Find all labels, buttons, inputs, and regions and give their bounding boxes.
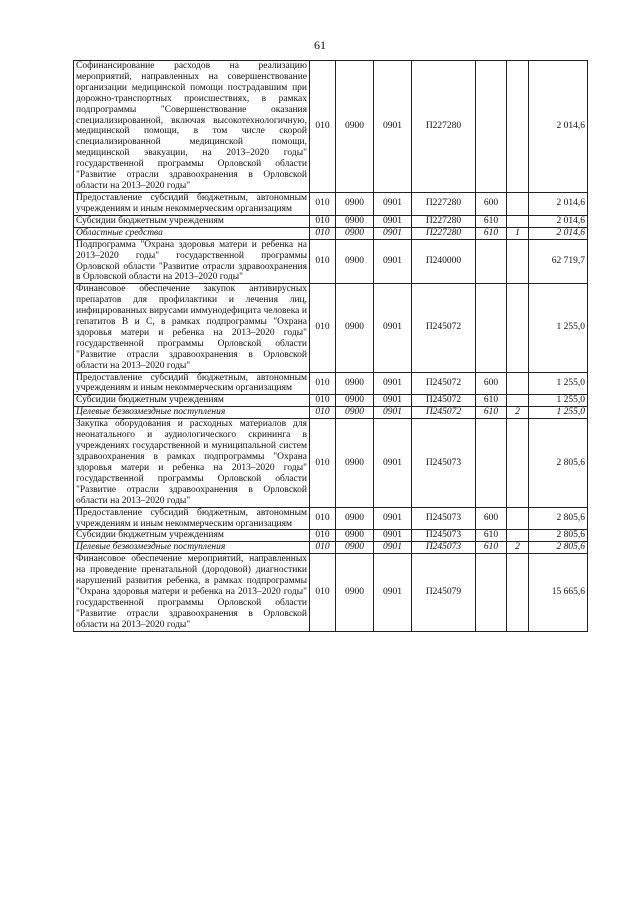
code-section: 0900	[336, 192, 374, 215]
row-description: Субсидии бюджетным учреждениям	[74, 395, 310, 407]
code-expense-type: 600	[476, 192, 507, 215]
amount: 15 665,6	[529, 554, 588, 631]
code-funding-source	[507, 61, 529, 193]
code-subsection: 0901	[374, 372, 412, 395]
code-administrator: 010	[310, 554, 336, 631]
code-target-article: П245073	[412, 542, 476, 554]
code-subsection: 0901	[374, 192, 412, 215]
amount: 2 805,6	[529, 542, 588, 554]
code-target-article: П227280	[412, 215, 476, 227]
code-target-article: П245073	[412, 419, 476, 507]
code-administrator: 010	[310, 61, 336, 193]
amount: 2 805,6	[529, 419, 588, 507]
code-administrator: 010	[310, 542, 336, 554]
code-funding-source	[507, 192, 529, 215]
code-subsection: 0901	[374, 407, 412, 419]
code-target-article: П227280	[412, 227, 476, 239]
table-row	[74, 407, 588, 419]
code-subsection: 0901	[374, 419, 412, 507]
amount: 2 014,6	[529, 192, 588, 215]
code-administrator: 010	[310, 239, 336, 284]
code-target-article: П227280	[412, 61, 476, 193]
row-description: Финансовое обеспечение мероприятий, направленных на проведение пренатальной (дородовой) диагностики нарушений развития ребенка, в рамках подпрограммы "Охрана здоровья матери и ребенка на 2013–2020 годы" государственной программы Орловской области "Развитие отрасли здравоохранения в Орловской области на 2013–2020 годы"	[74, 554, 310, 631]
code-administrator: 010	[310, 419, 336, 507]
table-row	[74, 530, 588, 542]
amount: 2 805,6	[529, 530, 588, 542]
amount: 1 255,0	[529, 372, 588, 395]
row-description: Предоставление субсидий бюджетным, автономным учреждениям и иным некоммерческим организациям	[74, 192, 310, 215]
table-row	[74, 419, 588, 507]
code-funding-source: 2	[507, 542, 529, 554]
row-description: Субсидии бюджетным учреждениям	[74, 215, 310, 227]
code-expense-type: 610	[476, 542, 507, 554]
code-target-article: П227280	[412, 192, 476, 215]
code-target-article: П245072	[412, 395, 476, 407]
code-section: 0900	[336, 530, 374, 542]
code-funding-source	[507, 284, 529, 372]
code-expense-type	[476, 61, 507, 193]
code-section: 0900	[336, 61, 374, 193]
row-description: Софинансирование расходов на реализацию мероприятий, направленных на совершенствование организации медицинской помощи пострадавшим при дорожно-транспортных происшествиях, в рамках подпрограммы "Совершенствование оказания специализированной, включая высокотехнологичную, медицинской помощи, в том числе скорой специализированной медицинской помощи, медицинской эвакуации, на 2013–2020 годы" государственной программы Орловской области "Развитие отрасли здравоохранения в Орловской области на 2013–2020 годы"	[74, 61, 310, 193]
amount: 2 805,6	[529, 507, 588, 530]
code-subsection: 0901	[374, 554, 412, 631]
table-row	[74, 542, 588, 554]
code-expense-type	[476, 554, 507, 631]
row-description: Закупка оборудования и расходных материалов для неонатального и аудиологического скрининга в учреждениях государственной и муниципальной систем здравоохранения в рамках подпрограммы "Охрана здоровья матери и ребенка на 2013–2020 годы" государственной программы Орловской области "Развитие отрасли здравоохранения в Орловской области на 2013–2020 годы"	[74, 419, 310, 507]
page-number: 61	[314, 38, 326, 52]
code-expense-type	[476, 419, 507, 507]
code-administrator: 010	[310, 407, 336, 419]
amount: 1 255,0	[529, 395, 588, 407]
code-subsection: 0901	[374, 61, 412, 193]
table-row	[74, 507, 588, 530]
code-subsection: 0901	[374, 215, 412, 227]
code-funding-source: 1	[507, 227, 529, 239]
code-target-article: П240000	[412, 239, 476, 284]
code-section: 0900	[336, 227, 374, 239]
row-description: Субсидии бюджетным учреждениям	[74, 530, 310, 542]
code-subsection: 0901	[374, 284, 412, 372]
code-funding-source: 2	[507, 407, 529, 419]
code-expense-type	[476, 284, 507, 372]
code-expense-type: 600	[476, 372, 507, 395]
code-funding-source	[507, 419, 529, 507]
code-funding-source	[507, 372, 529, 395]
code-expense-type: 610	[476, 530, 507, 542]
row-description: Областные средства	[74, 227, 310, 239]
code-subsection: 0901	[374, 542, 412, 554]
table-row	[74, 395, 588, 407]
code-section: 0900	[336, 395, 374, 407]
code-funding-source	[507, 530, 529, 542]
amount: 2 014,6	[529, 227, 588, 239]
table-row	[74, 192, 588, 215]
code-section: 0900	[336, 372, 374, 395]
code-expense-type: 610	[476, 395, 507, 407]
amount: 2 014,6	[529, 61, 588, 193]
code-administrator: 010	[310, 192, 336, 215]
code-section: 0900	[336, 284, 374, 372]
code-section: 0900	[336, 507, 374, 530]
code-funding-source	[507, 395, 529, 407]
code-subsection: 0901	[374, 239, 412, 284]
code-administrator: 010	[310, 507, 336, 530]
table-row	[74, 554, 588, 631]
code-expense-type: 610	[476, 407, 507, 419]
code-target-article: П245073	[412, 530, 476, 542]
code-administrator: 010	[310, 372, 336, 395]
amount: 1 255,0	[529, 407, 588, 419]
code-subsection: 0901	[374, 395, 412, 407]
table-row	[74, 227, 588, 239]
code-section: 0900	[336, 215, 374, 227]
code-target-article: П245079	[412, 554, 476, 631]
table-row	[74, 239, 588, 284]
table-row	[74, 284, 588, 372]
table-row	[74, 372, 588, 395]
code-section: 0900	[336, 407, 374, 419]
row-description: Предоставление субсидий бюджетным, автономным учреждениям и иным некоммерческим организациям	[74, 507, 310, 530]
amount: 1 255,0	[529, 284, 588, 372]
code-subsection: 0901	[374, 227, 412, 239]
code-administrator: 010	[310, 530, 336, 542]
code-subsection: 0901	[374, 530, 412, 542]
code-expense-type: 610	[476, 227, 507, 239]
code-target-article: П245072	[412, 372, 476, 395]
row-description: Предоставление субсидий бюджетным, автономным учреждениям и иным некоммерческим организациям	[74, 372, 310, 395]
code-target-article: П245073	[412, 507, 476, 530]
table-row	[74, 61, 588, 193]
budget-table	[73, 60, 588, 632]
code-subsection: 0901	[374, 507, 412, 530]
amount: 62 719,7	[529, 239, 588, 284]
amount: 2 014,6	[529, 215, 588, 227]
code-section: 0900	[336, 419, 374, 507]
code-funding-source	[507, 239, 529, 284]
code-expense-type: 610	[476, 215, 507, 227]
row-description: Финансовое обеспечение закупок антивирусных препаратов для профилактики и лечения лиц, инфицированных вирусами иммунодефицита человека и гепатитов В и С, в рамках подпрограммы "Охрана здоровья матери и ребенка на 2013–2020 годы" государственной программы Орловской области "Развитие отрасли здравоохранения в Орловской области на 2013–2020 годы"	[74, 284, 310, 372]
row-description: Целевые безвозмездные поступления	[74, 407, 310, 419]
code-administrator: 010	[310, 395, 336, 407]
code-section: 0900	[336, 239, 374, 284]
code-section: 0900	[336, 542, 374, 554]
code-expense-type: 600	[476, 507, 507, 530]
code-expense-type	[476, 239, 507, 284]
code-administrator: 010	[310, 215, 336, 227]
code-funding-source	[507, 554, 529, 631]
code-administrator: 010	[310, 284, 336, 372]
code-administrator: 010	[310, 227, 336, 239]
code-funding-source	[507, 215, 529, 227]
code-target-article: П245072	[412, 407, 476, 419]
row-description: Целевые безвозмездные поступления	[74, 542, 310, 554]
table-row	[74, 215, 588, 227]
row-description: Подпрограмма "Охрана здоровья матери и ребенка на 2013–2020 годы" государственной программы Орловской области "Развитие отрасли здравоохранения в Орловской области на 2013–2020 годы"	[74, 239, 310, 284]
code-section: 0900	[336, 554, 374, 631]
code-funding-source	[507, 507, 529, 530]
code-target-article: П245072	[412, 284, 476, 372]
